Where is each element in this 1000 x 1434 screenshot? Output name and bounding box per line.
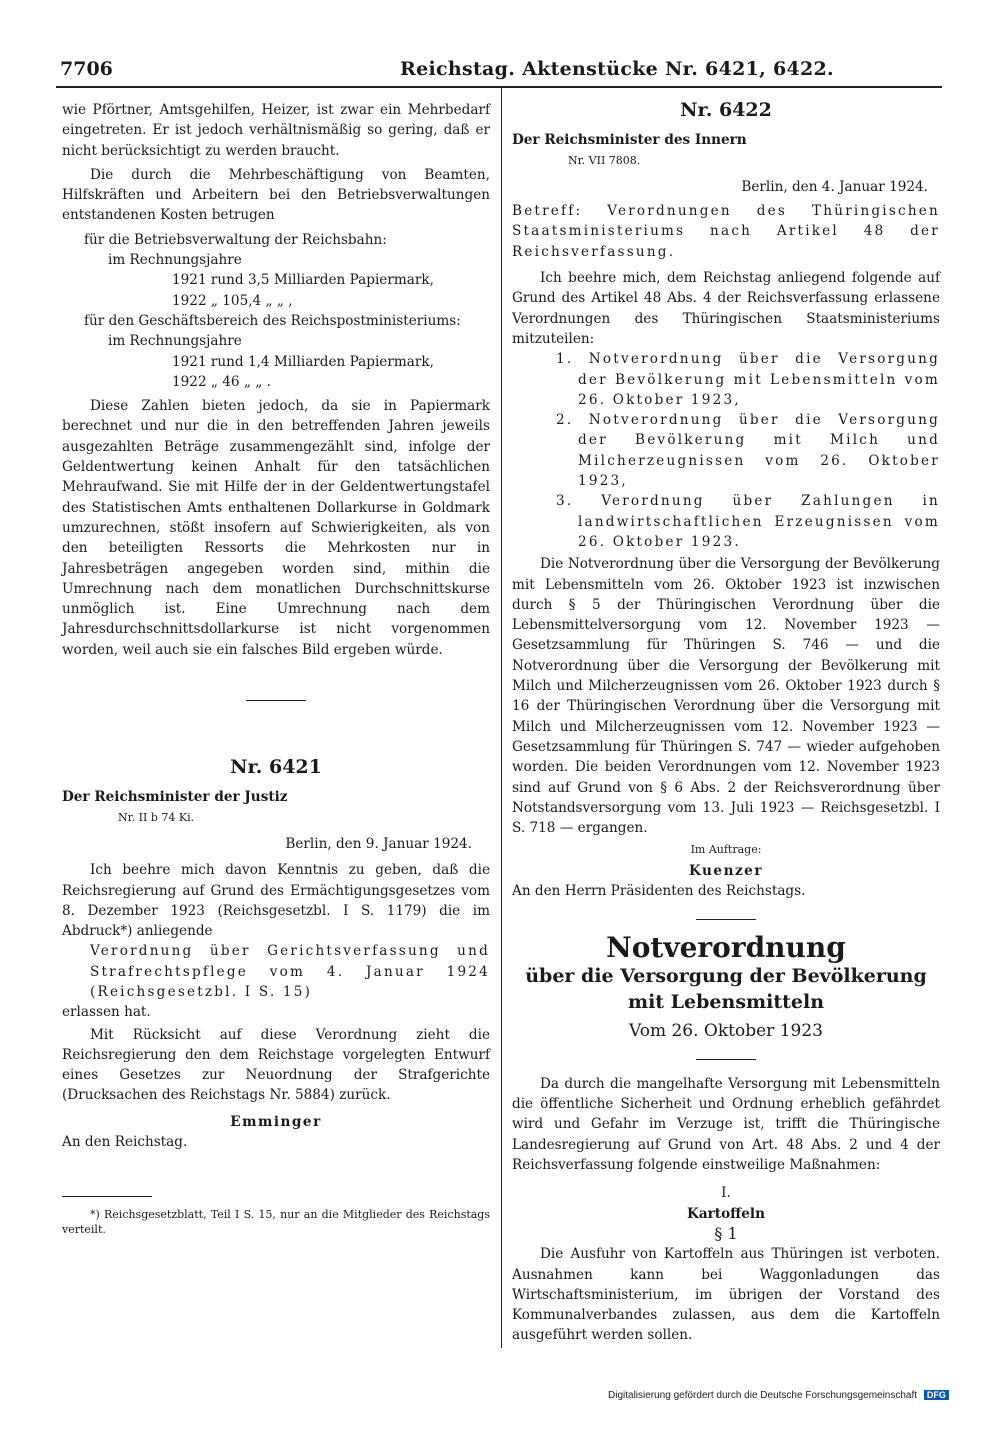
document-number: Nr. 6421 bbox=[230, 756, 322, 779]
addressee: An den Reichstag. bbox=[62, 1134, 188, 1151]
author: Der Reichsminister der Justiz bbox=[62, 789, 288, 806]
separator bbox=[696, 919, 756, 920]
reference-number: Nr. VII 7808. bbox=[568, 153, 641, 167]
ordinance-list bbox=[512, 349, 940, 552]
section-title: Kartoffeln bbox=[687, 1205, 765, 1222]
figure-line: 1922 „ 105,4 „ „ , bbox=[172, 292, 293, 309]
section-number: I. bbox=[721, 1185, 731, 1202]
separator bbox=[246, 700, 306, 701]
signature: Kuenzer bbox=[689, 862, 763, 879]
subject-line: Betreff: Verordnungen des Thüringischen Staatsministeriums nach Artikel 48 der Reichsverfassung. bbox=[512, 203, 940, 260]
paragraph: Da durch die mangelhafte Versorgung mit Lebensmitteln die öffentliche Sicherheit und Ordnung erheblich gefährdet wird und Gefahr im Verzuge ist, trifft die Thüringische Landesregierung auf Grund von Art. 48 Abs. 2 und 4 der Reichsverfassung folgende einstweilige Maßnahmen: bbox=[512, 1075, 940, 1174]
right-column bbox=[512, 100, 940, 1346]
list-line: im Rechnungsjahre bbox=[108, 252, 242, 269]
header-rule bbox=[56, 86, 942, 88]
ordinance-date: Vom 26. Oktober 1923 bbox=[629, 1020, 823, 1041]
paragraph: Die durch die Mehrbeschäftigung von Beamten, Hilfskräften und Arbeitern bei den Betriebsverwaltungen entstandenen Kosten betrugen bbox=[62, 166, 490, 224]
running-header bbox=[60, 58, 940, 88]
document-number: Nr. 6422 bbox=[680, 99, 772, 121]
credit-text: Digitalisierung gefördert durch die Deutsche Forschungsgemeinschaft bbox=[608, 1390, 918, 1401]
paragraph-number: § 1 bbox=[714, 1223, 738, 1243]
paragraph: Die Notverordnung über die Versorgung der Bevölkerung mit Lebensmitteln vom 26. Oktober 1923 ist inzwischen durch § 5 der Thüringischen Verordnung über die Lebensmittelversorgung vom 12. November 1923 — Gesetzsammlung für Thüringen S. 746 — und die Notverordnung über die Versorgung der Bevölkerung mit Milch und Milcherzeugnissen vom 26. Oktober 1923 durch § 16 der Thüringischen Verordnung über die Versorgung mit Milch und Milcherzeugnissen vom 12. November 1923 — Gesetzsammlung für Thüringen S. 747 — wieder aufgehoben worden. Die beiden Verordnungen vom 12. November 1923 sind auf Grund von § 6 Abs. 2 der Reichsverordnung über Notstandsversorgung vom 13. Juli 1923 — Reichsgesetzbl. I S. 718 — ergangen. bbox=[512, 556, 940, 837]
figure-line: 1921 rund 3,5 Milliarden Papiermark, bbox=[172, 272, 434, 289]
paragraph: Die Ausfuhr von Kartoffeln aus Thüringen ist verboten. Ausnahmen kann bei Waggonladungen das Wirtschaftsministerium, im übrigen der Vorstand des Kommunalverbandes zulassen, aus dem die Kartoffeln ausgeführt werden sollen. bbox=[512, 1246, 940, 1344]
paragraph: Diese Zahlen bieten jedoch, da sie in Papiermark berechnet und nur die in den betreffenden Jahren jeweils ausgezahlten Beträge zusammengezählt sind, infolge der Geldentwertung keinen Anhalt für den tatsächlichen Mehraufwand. Sie mit Hilfe der in der Geldentwertungstafel des Statistischen Amts enthaltenen Dollarkurse in Goldmark umzurechnen, stößt insofern auf Schwierigkeiten, als von den beteiligten Ressorts die Mehrkosten nur in Jahresbeträgen angegeben worden sind, mithin die Umrechnung nach dem monatlichen Durchschnittskurse unmöglich ist. Eine Umrechnung nach dem Jahresdurchschnittsdollarkurse ist nicht vorgenommen worden, weil auch sie ein falsches Bild ergeben würde. bbox=[62, 398, 490, 658]
list-item: 3. Verordnung über Zahlungen in landwirtschaftlichen Erzeugnissen vom 26. Oktober 1923. bbox=[556, 493, 940, 550]
paragraph: Mit Rücksicht auf diese Verordnung zieht die Reichsregierung den dem Reichstage vorgelegten Entwurf eines Gesetzes zur Neuordnung der Strafgerichte (Drucksachen des Reichstags Nr. 5884) zurück. bbox=[62, 1026, 490, 1104]
reference-number: Nr. II b 74 Ki. bbox=[118, 810, 195, 824]
digitization-credit bbox=[608, 1390, 949, 1401]
dfg-logo: DFG bbox=[924, 1390, 949, 1400]
addressee: An den Herrn Präsidenten des Reichstags. bbox=[512, 882, 806, 899]
ordinance-subtitle: über die Versorgung der Bevölkerung bbox=[525, 964, 927, 987]
footnote: *) Reichsgesetzblatt, Teil I S. 15, nur an die Mitglieder des Reichstags verteilt. bbox=[62, 1208, 490, 1237]
figure-line: 1922 „ 46 „ „ . bbox=[172, 373, 271, 390]
figure-line: 1921 rund 1,4 Milliarden Papiermark, bbox=[172, 353, 434, 370]
dateline: Berlin, den 9. Januar 1924. bbox=[285, 835, 472, 852]
ordinance-title: Notverordnung bbox=[606, 931, 846, 965]
quoted-title: Verordnung über Gerichtsverfassung und Strafrechtspflege vom 4. Januar 1924 (Reichsgesetzbl. I S. 15) bbox=[90, 943, 490, 1000]
dateline: Berlin, den 4. Januar 1924. bbox=[741, 178, 928, 195]
signature: Emminger bbox=[230, 1113, 322, 1130]
author: Der Reichsminister des Innern bbox=[512, 132, 747, 149]
footnote-rule bbox=[62, 1196, 152, 1197]
page-number: 7706 bbox=[60, 58, 113, 80]
paragraph: erlassen hat. bbox=[62, 1004, 151, 1021]
list-line: für den Geschäftsbereich des Reichspostministeriums: bbox=[84, 312, 461, 329]
ordinance-subtitle: mit Lebensmitteln bbox=[627, 990, 825, 1013]
separator bbox=[696, 1059, 756, 1060]
header-title: Reichstag. Aktenstücke Nr. 6421, 6422. bbox=[400, 58, 834, 80]
paragraph: Ich beehre mich, dem Reichstag anliegend folgende auf Grund des Artikel 48 Abs. 4 der Reichsverfassung erlassene Verordnungen des Thüringischen Staatsministeriums mitzuteilen: bbox=[512, 270, 940, 347]
paragraph: Ich beehre mich davon Kenntnis zu geben, daß die Reichsregierung auf Grund des Ermächtigungsgesetzes vom 8. Dezember 1923 (Reichsgesetzbl. I S. 1179) die im Abdruck*) anliegende bbox=[62, 862, 490, 940]
paragraph: wie Pförtner, Amtsgehilfen, Heizer, ist zwar ein Mehrbedarf eingetreten. Er ist jedoch verhältnismäßig so gering, daß er nicht berücksichtigt zu werden braucht. bbox=[62, 102, 490, 159]
list-line: für die Betriebsverwaltung der Reichsbahn: bbox=[84, 231, 387, 248]
column-divider bbox=[501, 88, 502, 1348]
list-line: im Rechnungsjahre bbox=[108, 333, 242, 350]
on-behalf-label: Im Auftrage: bbox=[690, 843, 762, 857]
left-column bbox=[62, 100, 490, 1237]
list-item: 1. Notverordnung über die Versorgung der Bevölkerung mit Lebensmitteln vom 26. Oktober 1923, bbox=[556, 351, 940, 408]
list-item: 2. Notverordnung über die Versorgung der Bevölkerung mit Milch und Milcherzeugnissen vom 26. Oktober 1923, bbox=[556, 412, 940, 490]
